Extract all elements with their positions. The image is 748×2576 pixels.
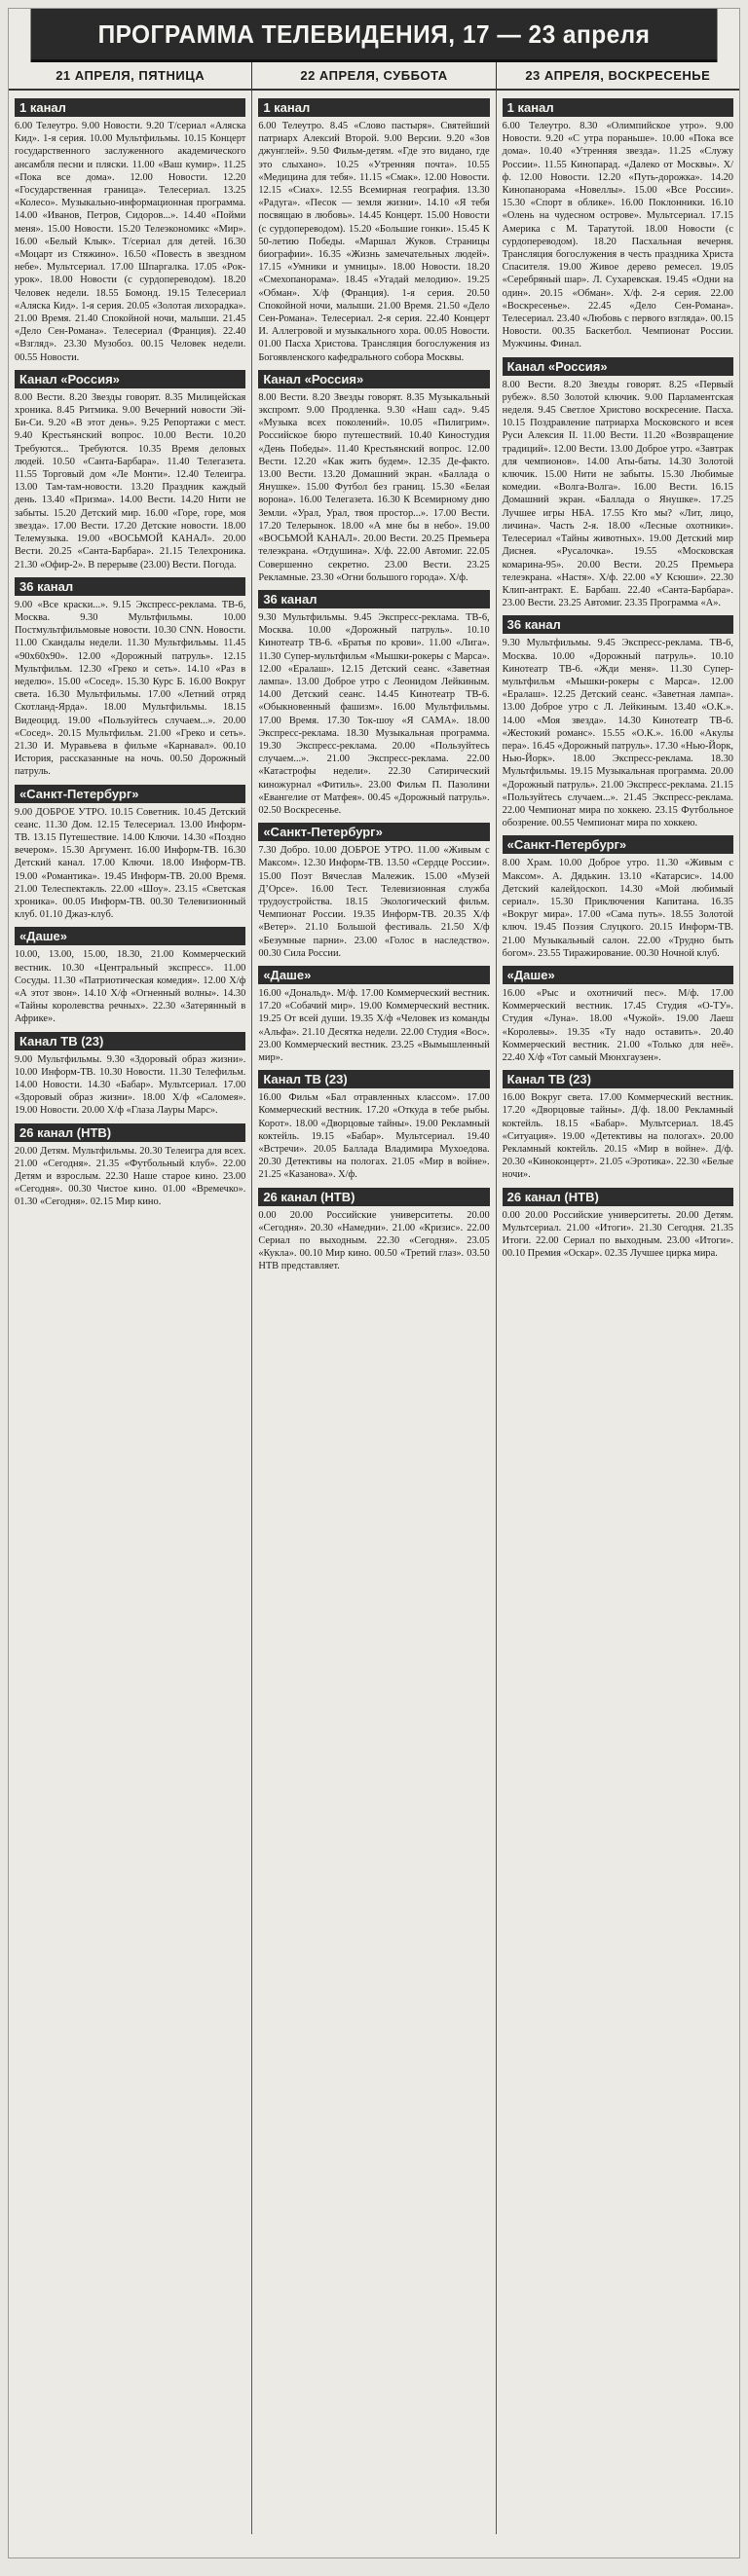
channel-36: [258, 590, 489, 817]
schedule-columns: [9, 91, 739, 2534]
channel-schedule: 10.00, 13.00, 15.00, 18.30, 21.00 Коммерческий вестник. 10.30 «Центральный экспресс». 11.00 Сосуды. 11.30 «Патриотическая комедия». 12.00 Х/ф «А этот звон». 14.10 Х/ф «Огненный волны». 14.30 «Тайны королевства речных». 22.30 «Затерянный в Африке».: [15, 949, 246, 1025]
channel-schedule: 16.00 «Дональд». М/ф. 17.00 Коммерческий вестник. 17.20 «Собачий мир». 19.00 Коммерческий вестник. 19.25 От всей души. 19.35 Х/ф «Человек из команды «Альфа». 21.10 Десятка недели. 22.00 Студия «Вос». 23.00 Коммерческий вестник. 23.25 «Вымышленный мир».: [258, 987, 490, 1063]
channel-schedule: 6.00 Телеутро. 8.30 «Олимпийское утро». 9.00 Новости. 9.20 «С утра пораньше». 10.00 «Пока все дома». 10.40 «Утренняя звезда». 11.25 «Служу России». 11.55 Кинопарад. «Далеко от Москвы». Х/ф. 12.00 Новости. 12.20 «Путь-дорожка». 14.20 Кинопанорама «Новеллы». 15.00 «Все России». 15.30 «Спорт в облике». 16.00 Поклонники. 16.10 «Олень на чудесном острове». Мультсериал. 17.15 Америка с М. Таратутой. 18.00 Новости (с сурдопереводом). 18.20 Пасхальная вечерня. Трансляция богослужения в честь праздника Христа Спасителя. 19.00 Живое дерево ремесел. 19.05 «Серебряный шар». Л. Сухаревская. 19.45 «Одни на один». 20.15 «Обман». Х/ф. 2-я серия. 22.00 «Воскресенье». 22.45 «Дело Сен-Романа». Телесериал. 23.40 «Любовь с первого взгляда». 00.15 Новости. 00.35 Баскетбол. Чемпионат России. Мужчины. Финал.: [502, 121, 733, 350]
channel-title: «Санкт-Петербург»: [258, 823, 489, 841]
channel-title: «Санкт-Петербург»: [15, 785, 245, 803]
newspaper-page: [8, 8, 740, 2558]
channel-schedule: 16.00 Фильм «Бал отравленных классом». 17.00 Коммерческий вестник. 17.20 «Откуда в тебе рыбы. Корот». 18.00 «Дворцовые тайны». 19.00 Рекламный коктейль. 19.15 «Бабар». Мультсериал. 19.40 «Встречи». 20.05 Баллада Владимира Мухоедова. 20.30 Детективы на пологах. 21.05 «Мир в войне». 21.25 «Казанова». Х/ф.: [258, 1092, 490, 1181]
channel-dashe: [503, 966, 733, 1064]
channel-1: [15, 98, 245, 364]
column-friday: [9, 91, 252, 2534]
channel-title: 26 канал (НТВ): [15, 1123, 245, 1142]
channel-title: 36 канал: [15, 577, 245, 596]
channel-title: 1 канал: [258, 98, 489, 117]
channel-title: 1 канал: [15, 98, 245, 117]
day-header-row: [9, 62, 739, 91]
channel-1: [503, 98, 733, 351]
day-header-friday: 21 АПРЕЛЯ, ПЯТНИЦА: [9, 62, 252, 89]
channel-title: «Даше»: [15, 927, 245, 945]
day-header-saturday: 22 АПРЕЛЯ, СУББОТА: [252, 62, 496, 89]
channel-schedule: 0.00 20.00 Российские университеты. 20.00 «Сегодня». 20.30 «Намедни». 21.00 «Кризис». 22.00 Сериал по выходным. 22.30 «Сегодня». 23.05 «Кукла». 00.10 Мир кино. 00.50 «Третий глаз». 03.50 НТВ представляет.: [258, 1209, 490, 1272]
channel-schedule: 8.00 Вести. 8.20 Звезды говорят. 8.35 Музыкальный экспромт. 9.00 Продленка. 9.30 «Наш сад». 9.45 «Музыка всех поколений». 10.05 «Пилигрим». Российское бюро путешествий. 10.40 Киностудия «День Победы». 11.40 Крестьянский вопрос. 12.00 Вести. 12.20 «Как жить будем». 12.35 Де-факто. 13.00 Вести. 13.20 Домашний экран. «Баллада о Янушке». 15.00 Футбол без границ. 15.30 «Белая ворона». 16.00 Телегазета. 16.30 К Всемирному дню Земли. «Урал, Урал, твоя простор...». 17.00 Вести. 17.20 Телерынок. 18.00 «А мне бы в небо». 19.00 «ВОСЬМОЙ КАНАЛ». 20.00 Вести. 20.25 Премьера телеэкрана. «Отдушина». Х/ф. 22.00 Автомиг. 22.05 Совершенно секретно. 23.00 Вести. 23.25 Рекламные. 23.30 «Огни большого города». Х/ф.: [258, 391, 490, 583]
channel-1: [258, 98, 489, 364]
channel-title: 26 канал (НТВ): [258, 1188, 489, 1206]
channel-title: «Даше»: [258, 966, 489, 984]
channel-title: Канал «Россия»: [15, 370, 245, 388]
channel-ntv: [258, 1188, 489, 1273]
channel-title: 26 канал (НТВ): [503, 1188, 733, 1206]
channel-schedule: 6.00 Телеутро. 9.00 Новости. 9.20 Т/сериал «Аляска Кид». 1-я серия. 10.00 Мультфильмы. 10.15 Концерт государственного заслуженного академического ансамбля песни и пляски. 11.00 «Ваш кумир». 11.25 «Пока все дома». 12.00 Новости. 12.20 «Государственная граница». Телесериал. 13.25 «Колесо». Музыкально-информационная программа. 14.00 «Иванов, Петров, Сидоров...». 14.40 «Пойми меня». 15.00 Новости. 15.20 Телеэкономикс «Мир». 16.00 «Белый Клык». Т/сериал для детей. 16.30 «Моцарт из Стяжино». 16.50 «Повесть в звездном небе». Мультсериал. 17.00 Шпаргалка. 17.05 «Рок-урок». 18.00 Новости (с сурдопереводом). 18.20 Человек недели. 18.55 Бомонд. 19.15 Телесериал «Аляска Кид». 1-я серия. 20.05 «Золотая лихорадка». 21.00 Время. 21.40 Спокойной ночи, малыши. 21.45 «Дело Сен-Романа». Телесериал (Франция). 22.40 «Взгляд». 23.30 Музобоз. 00.15 Человек недели. 00.55 Новости.: [15, 121, 246, 363]
channel-dashe: [15, 927, 245, 1025]
channel-rossiya: [503, 357, 733, 610]
header-banner: [31, 9, 718, 62]
channel-title: Канал «Россия»: [258, 370, 489, 388]
channel-title: «Даше»: [503, 966, 733, 984]
channel-title: «Санкт-Петербург»: [503, 835, 733, 854]
column-saturday: [252, 91, 496, 2534]
channel-rossiya: [15, 370, 245, 571]
channel-schedule: 6.00 Телеутро. 8.45 «Слово пастыря». Святейший патриарх Алексий Второй. 9.00 Версии. 9.20 «Зов джунглей». 9.50 Фильм-детям. «Где это видано, где это слыхано». 10.25 «Утренняя почта». 10.55 «Медицина для тебя». 11.15 «Смак». 12.00 Новости. 12.15 «Сиах». 12.55 Всемирная география. 13.30 «Радуга». «Песок — земля жизни». 14.10 «Я тебя посвящаю в любовь». 14.45 Концерт. 15.00 Новости (с сурдопереводом). 15.20 «Большие гонки». 15.45 К 50-летию Победы. «Маршал Жуков. Страницы биографии». 16.35 «Жизнь замечательных людей». 17.15 «Умники и умницы». 18.00 Новости. 18.20 «Смехопанорама». 18.45 «Угадай мелодию». 19.25 «Обман». Х/ф (Франция). 1-я серия. 20.50 Спокойной ночи, малыши. 21.00 Время. 21.50 «Дело Сен-Романа». Телесериал. 2-я серия. 22.40 Концерт И. Аллегровой и музыкального хора. 00.05 Новости. 01.00 Пасха Христова. Трансляция богослужения из Богоявленского кафедрального собора Москвы.: [258, 121, 490, 363]
day-header-sunday: 23 АПРЕЛЯ, ВОСКРЕСЕНЬЕ: [525, 68, 711, 83]
channel-title: 1 канал: [503, 98, 733, 117]
channel-schedule: 9.00 «Все краски...». 9.15 Экспресс-реклама. ТВ-6, Москва. 9.30 Мультфильмы. 10.00 Постмультфильмовые новости. 10.30 CNN. Новости. 11.00 Скандалы недели. 11.30 Мультфильмы. 11.45 «90х60х90». 12.00 «Дорожный патруль». 12.15 Мультфильм. 12.30 «Греко и сеть». 14.10 «Раз в неделю». 15.00 «Сосед». 15.30 Курс Б. 16.00 Вокруг света. 16.30 Мультфильмы. 17.00 «Летний отряд Скотланд-Ярда». 18.00 Мультфильмы. 18.15 Видеоцид. 19.00 «Пользуйтесь случаем...». 20.00 «Сосед». 20.15 Мультфильм. 21.00 «Греко и сеть». 21.30 И. Муравьева в фильме «Карнавал». 00.10 История, рассказанные на ночь. 00.50 Дорожный патруль.: [15, 599, 246, 778]
channel-schedule: 7.30 Добро. 10.00 ДОБРОЕ УТРО. 11.00 «Живым с Максом». 12.30 Информ-ТВ. 13.50 «Сердце России». 15.00 Поэт Вячеслав Малежик. 15.00 «Музей Д’Орсе». 16.00 Тест. Телевизионная служба трудоустройства. 18.15 Экологический фильм. Чемпионат России. 19.35 Информ-ТВ. 20.35 Х/ф «Ветер». 21.10 Большой фестиваль. 21.50 Х/ф «Безумные парни». 23.00 «Голос в наследство». 00.30 Сила России.: [258, 845, 490, 959]
channel-schedule: 16.00 «Рыс и охотничий пес». М/ф. 17.00 Коммерческий вестник. 17.45 Студия «О-ТУ». Студия «Луна». 18.00 «Чужой». 19.00 Лаеш «Королевы». 19.35 «Ту надо оставить». 20.40 Коммерческий вестник. 21.00 «Только для неё». 22.40 Х/ф «Тот самый Мюнхгаузен».: [502, 987, 733, 1063]
channel-schedule: 8.00 Вести. 8.20 Звезды говорят. 8.25 «Первый рубеж». 8.50 Золотой ключик. 9.00 Парламентская неделя. 9.45 Светлое Христово воскресение. Пасха. 10.15 Поздравление патриарха Московского и всея Руси Алексия II. 11.00 Вести. 11.20 «Возвращение традиций». 12.00 Вести. 13.00 Доброе утро. «Завтрак для чемпионов». 14.00 Аты-баты. 14.30 Золотой ключик. 15.00 Нити не забыты. 15.30 Любимые комедии. «Волга-Волга». 16.00 Вести. 16.15 Домашний экран. «Баллада о Янушке». 17.25 Лучшее игры НБА. 17.55 Кто мы? «Лит, лицо, личина». Часть 2-я. 18.00 «Лесные охотники». Телесериал «Тайны животных». 19.00 Детский мир Диснея. «Русалочка». 19.55 «Московская комарина-95». 20.00 Вести. 20.25 Премьера телеэкрана. «Настя». Х/ф. 22.00 «У Ксюши». 22.30 Клип-антракт. Е. Барбаш. 22.40 «Санта-Барбара». 23.00 Вести. 23.25 Автомиг. 23.35 Программа «А».: [502, 379, 733, 609]
channel-tv23: [503, 1070, 733, 1181]
channel-36: [503, 615, 733, 829]
channel-tv23: [258, 1070, 489, 1181]
channel-dashe: [258, 966, 489, 1064]
channel-title: Канал ТВ (23): [503, 1070, 733, 1088]
channel-tv23: [15, 1032, 245, 1118]
channel-spb: [15, 785, 245, 922]
channel-schedule: 9.30 Мультфильмы. 9.45 Экспресс-реклама. ТВ-6, Москва. 10.00 «Дорожный патруль». 10.10 Кинотеатр ТВ-6. «Братья по крови». 11.00 «Лига». 11.30 Супер-мультфильм «Мышки-рокеры с Марса». 12.00 «Ералаш». 12.15 Детский сеанс. «Заветная лампа». 13.00 Доброе утро с Леонидом Лейкиным. 14.00 Детский сеанс. 14.45 Кинотеатр ТВ-6. «Обыкновенный фашизм». 16.00 Мультфильмы. 17.00 Время. 17.30 Ток-шоу «Я САМА». 18.00 Экспресс-реклама. 18.30 Музыкальная программа. 19.30 Экспресс-реклама. 20.00 «Пользуйтесь случаем...». 21.00 Экспресс-реклама. 22.00 «Катастрофы недели». 22.30 Сатирический киножурнал «Фитиль». 23.00 Фильм П. Пазолини «Евангелие от Матфея». 00.45 «Дорожный патруль». 02.50 Воскресенье.: [258, 611, 490, 816]
channel-title: 36 канал: [503, 615, 733, 634]
column-sunday: [497, 91, 739, 2534]
channel-title: Канал «Россия»: [503, 357, 733, 376]
channel-rossiya: [258, 370, 489, 584]
page-title: ПРОГРАММА ТЕЛЕВИДЕНИЯ,: [97, 18, 456, 49]
channel-schedule: 20.00 Детям. Мультфильмы. 20.30 Телеигра для всех. 21.00 «Сегодня». 21.35 «Футбольный клуб». 22.00 Детям и взрослым. 22.30 Наше старое кино. 23.00 «Сегодня». 00.30 Чистое кино. 01.00 «Времечко». 01.30 «Сегодня». 02.15 Мир кино.: [15, 1145, 246, 1208]
channel-36: [15, 577, 245, 779]
channel-schedule: 9.30 Мультфильмы. 9.45 Экспресс-реклама. ТВ-6, Москва. 10.00 «Дорожный патруль». 10.10 Кинотеатр ТВ-6. «Жди меня». 11.30 Супер-мультфильм «Мышки-рокеры с Марса». 12.00 «Ералаш». 12.25 Детский сеанс. «Заветная лампа». 13.00 Доброе утро с Л. Лейкиным. 13.40 «О.К.». 14.00 «Моя звезда». 14.30 Кинотеатр ТВ-6. «Жестокий романс». 15.55 «О.К.». 16.00 «Акулы пера». 16.45 «Дорожный патруль». 17.30 «Нью-Йорк, Нью-Йорк». 18.00 Экспресс-реклама. 18.30 Мультфильмы. 19.15 Музыкальная программа. 20.00 «Дорожный патруль». 21.00 Экспресс-реклама. 21.15 «Пользуйтесь случаем...». 21.45 Экспресс-реклама. 22.00 Чемпионат мира по хоккею. 23.15 Футбольное обозрение. 00.55 Чемпионат мира по хоккею.: [502, 638, 733, 829]
channel-schedule: 16.00 Вокруг света. 17.00 Коммерческий вестник. 17.20 «Дворцовые тайны». Д/ф. 18.00 Рекламный коктейль. 18.15 «Бабар». Мультсериал. 18.45 «Ситуация». 19.00 «Детективы на пологах». 20.00 Рекламный коктейль. 20.15 «Мир в войне». Д/ф. 20.30 «Киноконцерт». 21.05 «Эротика». 22.30 «Белые ночи».: [502, 1092, 733, 1181]
date-range: 17 — 23 апреля: [462, 18, 651, 49]
channel-schedule: 0.00 20.00 Российские университеты. 20.00 Детям. Мультсериал. 21.00 «Итоги». 21.30 Сегодня. 21.35 Итоги. 22.00 Сериал по выходным. 23.00 «Итоги». 00.10 Премия «Оскар». 02.35 Лучшее цирка мира.: [502, 1209, 733, 1260]
channel-schedule: 8.00 Храм. 10.00 Доброе утро. 11.30 «Живым с Максом». А. Дядькин. 13.10 «Катарсис». 14.00 Детский калейдоскоп. 14.30 «Мой любимый сериал». 15.30 Приключения Капитана. 16.35 «Вокруг мира». 17.00 «Сама путь». 18.55 Золотой ключ. 19.45 Поэзия Слуцкого. 20.15 Информ-ТВ. 21.00 Музыкальный салон. 22.00 «Трудно быть богом». 23.55 Тиражирование. 00.30 Ночной клуб.: [502, 858, 733, 959]
channel-title: 36 канал: [258, 590, 489, 608]
channel-schedule: 9.00 Мультфильмы. 9.30 «Здоровый образ жизни». 10.00 Информ-ТВ. 10.30 Новости. 11.30 Телефильм. 14.00 Новости. 14.30 «Бабар». Мультсериал. 17.00 «Здоровый образ жизни». 18.00 Х/ф «Саломея». 19.00 Новости. 20.00 Х/ф «Глаза Лауры Марс».: [15, 1053, 246, 1117]
channel-ntv: [503, 1188, 733, 1261]
channel-title: Канал ТВ (23): [15, 1032, 245, 1050]
channel-schedule: 9.00 ДОБРОЕ УТРО. 10.15 Советник. 10.45 Детский сеанс. 11.30 Дом. 12.15 Телесериал. 13.00 Информ-ТВ. 13.15 Путешествие. 14.00 Ключи. 14.30 «Поздно вечером». 15.30 Аргумент. 16.00 Информ-ТВ. 16.30 Детский канал. 17.00 Ключи. 18.00 Информ-ТВ. 19.00 «Романтика». 19.45 Информ-ТВ. 20.00 Время. 21.00 Телеспектакль. 22.00 «Шоу». 23.15 «Светская хроника». 00.05 Информ-ТВ. 00.30 Телевизионный клуб. 01.10 Джаз-клуб.: [15, 806, 246, 921]
channel-schedule: 8.00 Вести. 8.20 Звезды говорят. 8.35 Милицейская хроника. 8.45 Ритмика. 9.00 Вечерний новости Эй-Би-Си. 9.20 «В этот день». 9.25 Репортажи с мест. 9.40 Крестьянский вопрос. 10.00 Вести. 10.20 Требуются... Требуются. 10.35 Время деловых людей. 10.50 «Санта-Барбара». 11.40 Телегазета. 11.55 Торговый дом «Ле Монти». 12.40 Телеигра. 13.00 Там-там-новости. 13.20 Праздник каждый день. 13.40 «Призма». 14.00 Вести. 14.20 Нити не забыты. 15.20 Детский мир. 16.00 «Горе, горе, моя звезда». 17.00 Вести. 17.20 Детские новости. 18.00 Телемузыка. 19.00 «ВОСЬМОЙ КАНАЛ». 20.00 Вести. 20.25 «Санта-Барбара». 21.15 Телехроника. 21.30 «Офир-2». В перерыве (23.00) Вести. Погода.: [15, 391, 246, 570]
channel-title: Канал ТВ (23): [258, 1070, 489, 1088]
channel-spb: [258, 823, 489, 960]
channel-spb: [503, 835, 733, 960]
channel-ntv: [15, 1123, 245, 1209]
